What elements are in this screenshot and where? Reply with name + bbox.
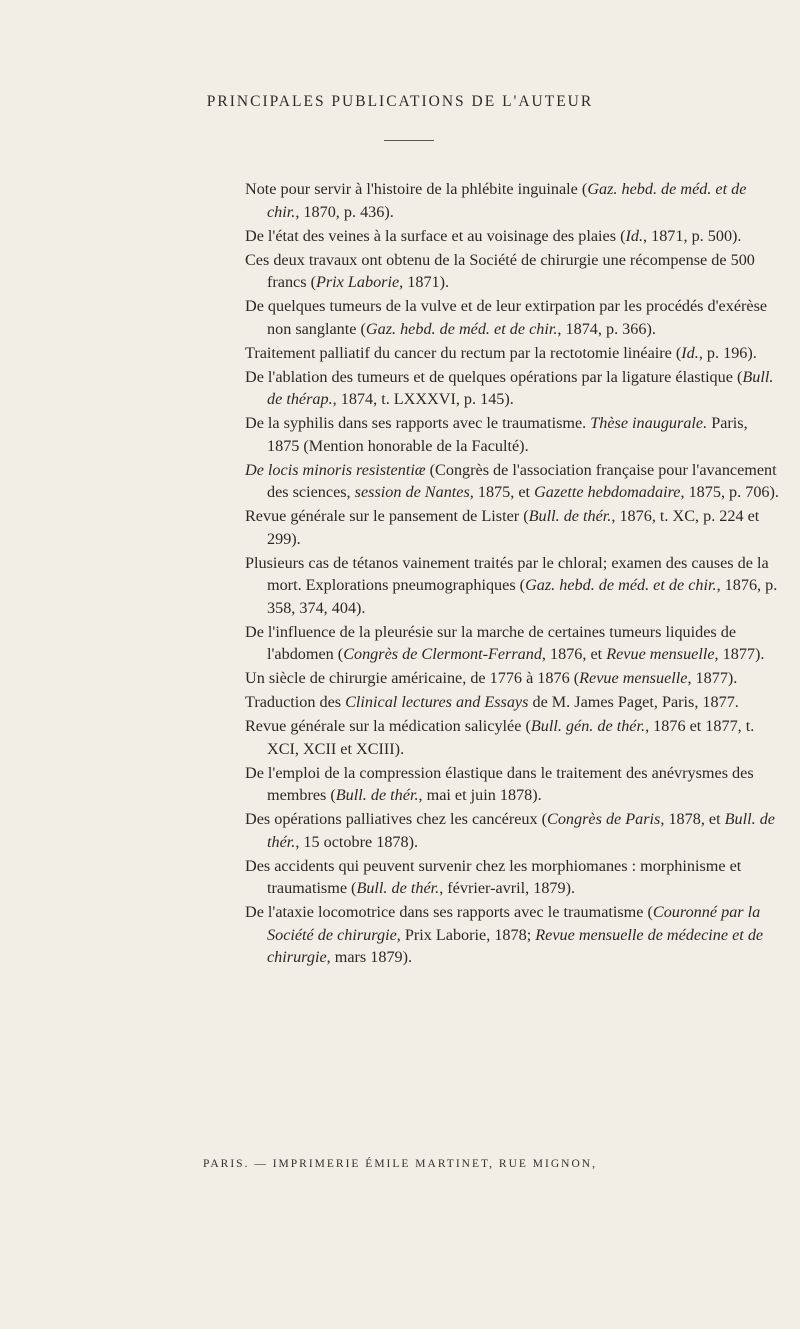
publication-entry (245, 901, 780, 969)
entry-text: De l'ablation des tumeurs et de quelques opérations par la ligature élastique ( (245, 367, 743, 386)
entry-text: , 1874, t. LXXXVI, p. 145). (332, 390, 514, 408)
publication-entry (245, 178, 780, 223)
entry-italic-text: Gazette hebdomadaire (534, 483, 681, 501)
entry-italic-text: Couronné par la Société de chirurgie (267, 903, 761, 944)
entry-text: Plusieurs cas de tétanos vainement traités par le chloral; examen des causes de la mort. Explorations pneumographiques ( (245, 553, 769, 594)
entry-italic-text: Bull. de thér. (528, 507, 612, 525)
entry-text: Paris, 1875 (Mention honorable de la Faculté). (267, 414, 748, 455)
publication-entry (245, 808, 780, 853)
publication-list (245, 178, 780, 970)
entry-text: , 1871, p. 500). (643, 226, 742, 245)
publication-entry (245, 715, 780, 760)
entry-italic-text: Gaz. hebd. de méd. et de chir. (525, 576, 717, 594)
publication-entry (245, 225, 780, 248)
publication-entry (245, 621, 780, 666)
entry-text: Traitement palliatif du cancer du rectum par la rectotomie linéaire ( (245, 343, 682, 362)
entry-text: De l'influence de la pleurésie sur la marche de certaines tumeurs liquides de l'abdomen ( (245, 622, 737, 663)
entry-text: , Prix Laborie, 1878; (396, 925, 536, 944)
publication-entry (245, 412, 780, 457)
entry-italic-text: De locis minoris resistentiæ (245, 460, 426, 479)
entry-text: , mars 1879). (326, 948, 413, 966)
entry-italic-text: Id. (625, 226, 644, 245)
publication-entry (245, 855, 780, 900)
entry-italic-text: Bull. de thérap. (267, 367, 774, 408)
entry-text: De l'emploi de la compression élastique dans le traitement des anévrysmes des membres ( (245, 763, 754, 804)
entry-text: , 1874, p. 366). (557, 319, 656, 338)
publication-entry (245, 342, 780, 365)
entry-italic-text: Bull. gén. de thér. (530, 717, 646, 735)
entry-italic-text: Clinical lectures and Essays (345, 693, 529, 711)
entry-text: , 1876, p. 358, 374, 404). (267, 576, 778, 617)
entry-text: , 1878, et (660, 810, 725, 828)
entry-text: , 1871). (399, 273, 450, 291)
entry-text: Revue générale sur la médication salicylée ( (245, 717, 531, 735)
entry-text: De quelques tumeurs de la vulve et de leur extirpation par les procédés d'exérèse non sanglante ( (245, 297, 768, 338)
publication-entry (245, 249, 780, 294)
entry-italic-text: Revue mensuelle (606, 645, 715, 663)
entry-italic-text: Id. (681, 343, 699, 362)
entry-text: Note pour servir à l'histoire de la phlébite inguinale ( (245, 180, 588, 198)
publication-entry (245, 691, 780, 714)
entry-text: , 1875, et (469, 483, 535, 501)
entry-text: Ces deux travaux ont obtenu de la Société de chirurgie une récompense de 500 francs ( (245, 250, 755, 291)
entry-text: Traduction des (245, 693, 346, 711)
entry-italic-text: session de Nantes (354, 483, 470, 501)
entry-italic-text: Bull. de thér. (267, 810, 775, 851)
entry-italic-text: Thèse inaugurale. (590, 414, 708, 432)
entry-italic-text: Revue mensuelle (579, 669, 688, 687)
page-title: PRINCIPALES PUBLICATIONS DE L'AUTEUR (206, 93, 594, 110)
entry-text: , 1876 et 1877, t. XCI, XCII et XCIII). (267, 717, 755, 758)
entry-italic-text: Gaz. hebd. de méd. et de chir. (365, 319, 558, 338)
entry-text: Des opérations palliatives chez les cancéreux ( (245, 810, 548, 828)
entry-text: , p. 196). (698, 343, 757, 362)
entry-text: Un siècle de chirurgie américaine, de 1776 à 1876 ( (245, 669, 580, 687)
entry-text: , mai et juin 1878). (418, 786, 542, 804)
entry-text: , 1876, t. XC, p. 224 et 299). (267, 507, 760, 548)
publication-entry (245, 505, 780, 550)
publication-entry (245, 667, 780, 690)
entry-italic-text: Revue mensuelle de médecine et de chirurgie (267, 925, 764, 966)
title-rule (384, 140, 434, 141)
printer-footer: PARIS. — IMPRIMERIE ÉMILE MARTINET, RUE MIGNON, (203, 1158, 597, 1170)
entry-italic-text: Bull. de thér. (335, 786, 419, 804)
entry-text: , 15 octobre 1878). (295, 832, 419, 851)
entry-text: (Congrès de l'association française pour l'avancement des sciences, (267, 460, 777, 501)
entry-text: De l'état des veines à la surface et au voisinage des plaies ( (245, 226, 626, 245)
entry-text: , février-avril, 1879). (439, 879, 576, 897)
entry-italic-text: Prix Laborie (315, 273, 400, 291)
entry-text: , 1877). (687, 669, 738, 687)
entry-text: , 1877). (714, 645, 765, 663)
publication-entry (245, 366, 780, 411)
publication-entry (245, 762, 780, 807)
entry-text: Des accidents qui peuvent survenir chez les morphiomanes : morphinisme et traumatisme ( (245, 856, 742, 897)
publication-entry (245, 459, 780, 504)
entry-text: De l'ataxie locomotrice dans ses rapports avec le traumatisme ( (245, 903, 653, 921)
entry-italic-text: Bull. de thér. (356, 879, 440, 897)
publication-entry (245, 552, 780, 620)
entry-text: , 1870, p. 436). (295, 202, 394, 221)
entry-text: , 1876, et (541, 645, 607, 663)
entry-text: Revue générale sur le pansement de Lister ( (245, 507, 529, 525)
publication-entry (245, 295, 780, 340)
entry-italic-text: Gaz. hebd. de méd. et de chir. (267, 180, 747, 221)
entry-text: , 1875, p. 706). (680, 483, 779, 501)
entry-italic-text: Congrès de Paris (547, 810, 661, 828)
entry-text: De la syphilis dans ses rapports avec le traumatisme. (245, 414, 591, 432)
entry-text: de M. James Paget, Paris, 1877. (528, 693, 739, 711)
entry-italic-text: Congrès de Clermont-Ferrand (343, 645, 542, 663)
